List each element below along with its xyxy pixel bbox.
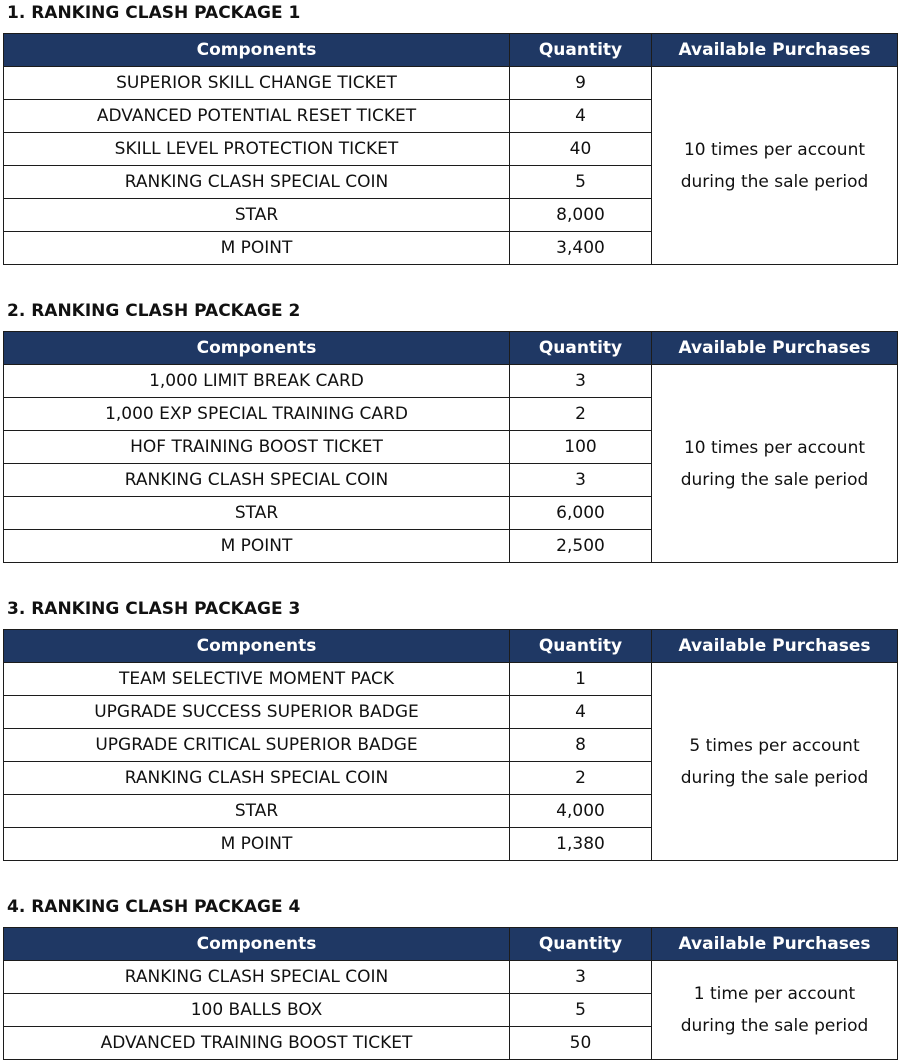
quantity-cell: 1 [510, 663, 652, 696]
package-3-title: 3. RANKING CLASH PACKAGE 3 [7, 599, 301, 619]
quantity-cell: 4 [510, 696, 652, 729]
quantity-cell: 2 [510, 762, 652, 795]
component-cell: RANKING CLASH SPECIAL COIN [4, 762, 510, 795]
table-header-row [4, 34, 898, 67]
components-header: Components [4, 928, 510, 961]
available-purchases-header: Available Purchases [652, 928, 898, 961]
quantity-cell: 2,500 [510, 530, 652, 563]
component-cell: STAR [4, 199, 510, 232]
availability-line: 1 time per account [693, 984, 856, 1004]
component-cell: M POINT [4, 828, 510, 861]
table-header-row [4, 928, 898, 961]
quantity-cell: 40 [510, 133, 652, 166]
component-cell: 1,000 LIMIT BREAK CARD [4, 365, 510, 398]
component-cell: SKILL LEVEL PROTECTION TICKET [4, 133, 510, 166]
availability-line: during the sale period [680, 469, 869, 490]
available-purchases-header: Available Purchases [652, 34, 898, 67]
quantity-cell: 4 [510, 100, 652, 133]
quantity-cell: 50 [510, 1027, 652, 1060]
package-1-table [3, 33, 898, 265]
quantity-cell: 2 [510, 398, 652, 431]
available-purchases-header: Available Purchases [652, 332, 898, 365]
quantity-cell: 8,000 [510, 199, 652, 232]
quantity-cell: 6,000 [510, 497, 652, 530]
availability-line: 10 times per account [683, 139, 866, 160]
quantity-header: Quantity [510, 34, 652, 67]
components-header: Components [4, 630, 510, 663]
components-header: Components [4, 332, 510, 365]
quantity-header: Quantity [510, 928, 652, 961]
availability-line: during the sale period [680, 171, 869, 192]
quantity-header: Quantity [510, 332, 652, 365]
quantity-cell: 3 [510, 464, 652, 497]
component-cell: STAR [4, 497, 510, 530]
component-cell: TEAM SELECTIVE MOMENT PACK [4, 663, 510, 696]
quantity-cell: 3 [510, 961, 652, 994]
available-purchases-cell [652, 663, 898, 861]
quantity-header: Quantity [510, 630, 652, 663]
component-cell: ADVANCED TRAINING BOOST TICKET [4, 1027, 510, 1060]
availability-line: during the sale period [680, 1016, 869, 1036]
table-row [4, 663, 898, 696]
availability-line: during the sale period [680, 767, 869, 788]
table-row [4, 961, 898, 994]
available-purchases-header: Available Purchases [652, 630, 898, 663]
component-cell: RANKING CLASH SPECIAL COIN [4, 464, 510, 497]
quantity-cell: 3 [510, 365, 652, 398]
quantity-cell: 100 [510, 431, 652, 464]
available-purchases-cell [652, 365, 898, 563]
quantity-cell: 1,380 [510, 828, 652, 861]
component-cell: M POINT [4, 530, 510, 563]
quantity-cell: 8 [510, 729, 652, 762]
quantity-cell: 5 [510, 166, 652, 199]
package-1-title: 1. RANKING CLASH PACKAGE 1 [7, 3, 301, 23]
component-cell: SUPERIOR SKILL CHANGE TICKET [4, 67, 510, 100]
component-cell: 1,000 EXP SPECIAL TRAINING CARD [4, 398, 510, 431]
component-cell: ADVANCED POTENTIAL RESET TICKET [4, 100, 510, 133]
quantity-cell: 3,400 [510, 232, 652, 265]
package-4-table [3, 927, 898, 1060]
package-3-table [3, 629, 898, 861]
component-cell: STAR [4, 795, 510, 828]
table-header-row [4, 332, 898, 365]
quantity-cell: 9 [510, 67, 652, 100]
available-purchases-cell [652, 961, 898, 1060]
component-cell: 100 BALLS BOX [4, 994, 510, 1027]
table-row [4, 67, 898, 100]
component-cell: UPGRADE SUCCESS SUPERIOR BADGE [4, 696, 510, 729]
components-header: Components [4, 34, 510, 67]
quantity-cell: 5 [510, 994, 652, 1027]
table-row [4, 365, 898, 398]
component-cell: M POINT [4, 232, 510, 265]
package-4-title: 4. RANKING CLASH PACKAGE 4 [7, 897, 301, 917]
component-cell: UPGRADE CRITICAL SUPERIOR BADGE [4, 729, 510, 762]
component-cell: RANKING CLASH SPECIAL COIN [4, 961, 510, 994]
component-cell: RANKING CLASH SPECIAL COIN [4, 166, 510, 199]
package-2-title: 2. RANKING CLASH PACKAGE 2 [7, 301, 301, 321]
component-cell: HOF TRAINING BOOST TICKET [4, 431, 510, 464]
table-header-row [4, 630, 898, 663]
availability-line: 5 times per account [689, 735, 860, 756]
availability-line: 10 times per account [683, 437, 866, 458]
quantity-cell: 4,000 [510, 795, 652, 828]
package-2-table [3, 331, 898, 563]
available-purchases-cell [652, 67, 898, 265]
